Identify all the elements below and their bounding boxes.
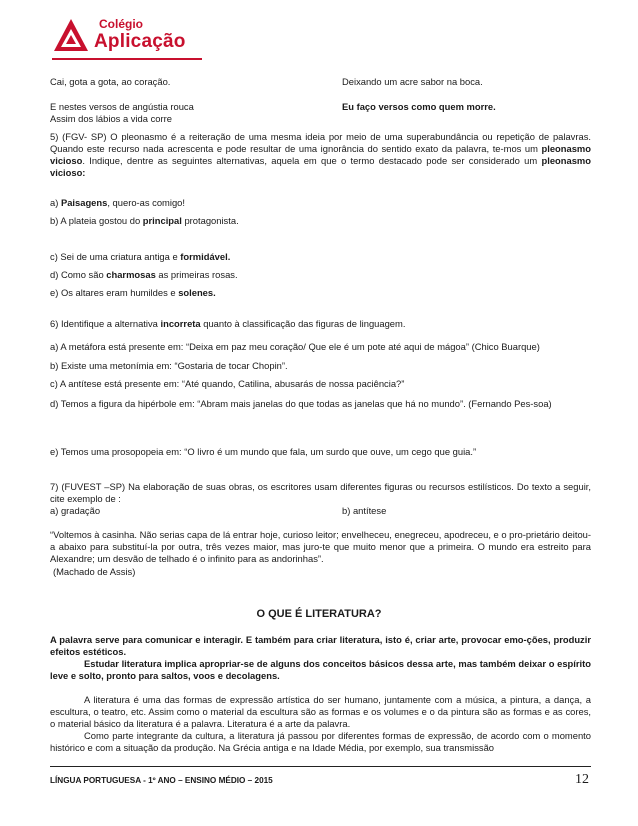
question-5-option-d: d) Como são charmosas as primeiras rosas. xyxy=(50,269,238,280)
section-paragraph-4: Como parte integrante da cultura, a literatura já passou por diferentes formas de expressão, de acordo com o momento histórico e com a situação da produção. Na Grécia antiga e na Idade Média, por exemplo, sua transmissão xyxy=(50,730,591,753)
logo-line1: Colégio xyxy=(99,17,143,31)
poem-line: E nestes versos de angústia rouca xyxy=(50,101,194,112)
question-5-option-b: b) A plateia gostou do principal protagonista. xyxy=(50,215,239,226)
logo-underline xyxy=(52,58,202,60)
poem-line: Assim dos lábios a vida corre xyxy=(50,113,172,124)
page-number: 12 xyxy=(575,772,589,787)
question-5-option-c: c) Sei de uma criatura antiga e formidável. xyxy=(50,251,231,262)
logo-line2: Aplicação xyxy=(94,31,186,52)
question-7-intro: 7) (FUVEST –SP) Na elaboração de suas obras, os escritores usam diferentes figuras ou recursos estilísticos. Do texto a seguir, cite exemplo de : xyxy=(50,481,591,504)
question-7-quote: “Voltemos à casinha. Não serias capa de lá entrar hoje, curioso leitor; envelheceu, enegreceu, apodreceu, e o pro-prietário deitou-a abaixo para substituí-la por outra, três vezes maior, mas juro-te que muito menor que a primeira. O mundo era estreito para Alexandre; um desvão de telhado é o infinito para as andorinhas”. xyxy=(50,529,591,564)
poem-line: Cai, gota a gota, ao coração. xyxy=(50,76,171,87)
footer-course: LÍNGUA PORTUGUESA - 1º ANO – ENSINO MÉDIO – 2015 xyxy=(50,776,273,785)
question-7-item-a: a) gradação xyxy=(50,505,101,516)
question-6-option-c: c) A antítese está presente em: “Até quando, Catilina, abusarás de nossa paciência?” xyxy=(50,378,405,389)
question-6-option-d: d) Temos a figura da hipérbole em: “Abram mais janelas do que todas as janelas que há no mundo”. (Fernando Pes-soa) xyxy=(50,398,552,409)
question-7-source: (Machado de Assis) xyxy=(53,566,136,577)
footer-rule xyxy=(50,766,591,767)
question-5-option-a: a) Paisagens, quero-as comigo! xyxy=(50,197,185,208)
question-6-option-a: a) A metáfora está presente em: “Deixa em paz meu coração/ Que ele é um pote até aqui de mágoa” (Chico Buarque) xyxy=(50,341,540,352)
question-5-option-e: e) Os altares eram humildes e solenes. xyxy=(50,287,216,298)
section-paragraph-3: A literatura é uma das formas de expressão artística do ser humano, juntamente com a música, a pintura, a dança, a escultura, o teatro, etc. Assim como o material da escultura são as formas e os volumes e o da pintura são as formas e as cores, o material básico da literatura é a palavra. Literatura é a arte da palavra. xyxy=(50,694,591,729)
question-6-intro: 6) Identifique a alternativa incorreta quanto à classificação das figuras de linguagem. xyxy=(50,318,406,329)
poem-line: Eu faço versos como quem morre. xyxy=(342,101,496,112)
school-logo xyxy=(52,14,192,60)
question-5-intro: 5) (FGV- SP) O pleonasmo é a reiteração de uma mesma ideia por meio de uma superabundância ou repetição de palavras. Quando este recurso nada acrescenta e pode resultar de uma ignorância do sentido exato da palavra, te-mos um pleonasmo vicioso. Indique, dentre as seguintes alternativas, aquela em que o termo destacado pode ser considerado um pleonasmo vicioso: xyxy=(50,131,591,178)
section-title: O QUE É LITERATURA? xyxy=(256,608,382,620)
poem-line: Deixando um acre sabor na boca. xyxy=(342,76,483,87)
question-6-option-b: b) Existe uma metonímia em: “Gostaria de tocar Chopin”. xyxy=(50,360,288,371)
question-6-option-e: e) Temos uma prosopopeia em: “O livro é um mundo que fala, um surdo que ouve, um cego que guia.” xyxy=(50,446,477,457)
section-paragraph-1: A palavra serve para comunicar e interagir. E também para criar literatura, isto é, criar arte, provocar emo-ções, produzir efeitos estéticos. xyxy=(50,634,591,657)
question-7-item-b: b) antítese xyxy=(342,505,387,516)
section-paragraph-2: Estudar literatura implica apropriar-se de alguns dos conceitos básicos dessa arte, mas também deixar o espírito leve e solto, pronto para saltos, voos e decolagens. xyxy=(50,658,591,681)
logo-emblem-icon xyxy=(52,17,90,55)
